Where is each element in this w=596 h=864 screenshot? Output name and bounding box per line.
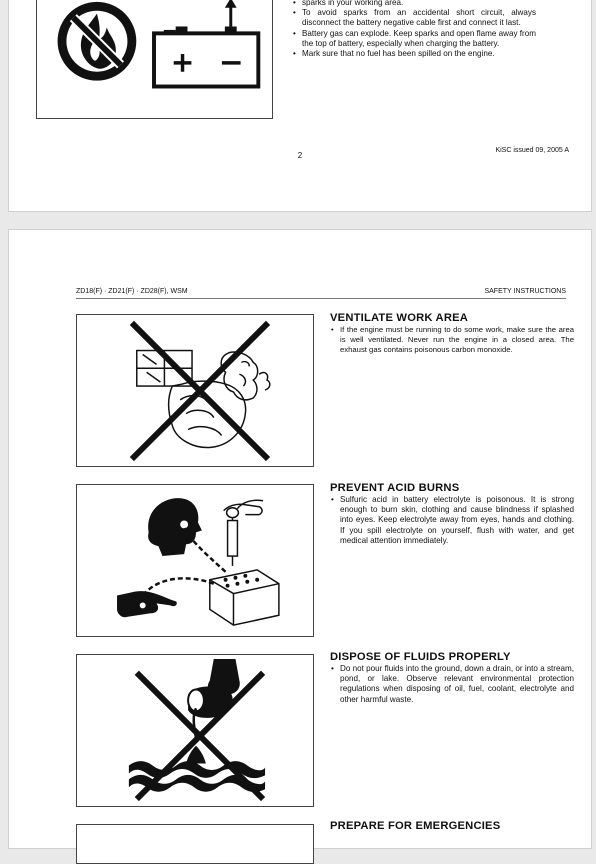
section-bullets — [330, 664, 574, 705]
bullet-battery-gas: • Battery gas can explode. Keep sparks and open flame away from the top of battery, especially when charging the battery. — [292, 29, 536, 49]
no-flame-battery-illustration — [37, 0, 272, 118]
section-dispose-fluids — [330, 651, 574, 705]
manual-page-top — [8, 0, 592, 212]
section-bullets — [330, 495, 574, 546]
acid-burns-illustration — [77, 485, 313, 636]
page-header — [76, 288, 566, 299]
bullet-text: • Do not pour fluids into the ground, down a drain, or into a stream, pond, or lake. Observe relevant environmental protection regulations when disposing of oil, fuel, coolant, electrolyte and other harmful waste. — [330, 664, 574, 705]
issue-note: KiSC issued 09, 2005 A — [495, 147, 569, 154]
no-flame-battery-figure — [36, 0, 273, 119]
section-title: PREPARE FOR EMERGENCIES — [330, 820, 501, 832]
ventilate-illustration — [77, 315, 313, 466]
dispose-fluids-illustration — [77, 655, 313, 806]
bullet-text: • If the engine must be running to do some work, make sure the area is well ventilated. Never run the engine in a closed area. The exhaust gas contains poisonous carbon monoxide. — [330, 325, 574, 356]
bullet-disconnect-negative: • To avoid sparks from an accidental short circuit, always disconnect the battery negative cable first and connect it last. — [292, 8, 536, 28]
battery-icon — [154, 0, 258, 87]
bullet-no-fuel-spill: • Mark sure that no fuel has been spilled on the engine. — [292, 49, 536, 59]
page-number: 2 — [297, 151, 303, 160]
section-title: PREVENT ACID BURNS — [330, 482, 460, 494]
emergencies-figure — [76, 824, 314, 864]
manual-page-bottom — [8, 229, 592, 849]
battery-safety-bullets — [292, 0, 536, 59]
section-emergencies — [330, 820, 574, 832]
no-flame-icon — [58, 2, 137, 81]
model-header: ZD18(F) · ZD21(F) · ZD28(F), WSM — [76, 288, 188, 295]
dispose-fluids-figure — [76, 654, 314, 807]
section-acid-burns — [330, 482, 574, 546]
ventilate-figure — [76, 314, 314, 467]
section-header: SAFETY INSTRUCTIONS — [484, 288, 566, 295]
acid-burns-figure — [76, 484, 314, 637]
section-title: DISPOSE OF FLUIDS PROPERLY — [330, 651, 511, 663]
bullet-sparks-cont: • sparks in your working area. — [292, 0, 536, 8]
section-title: VENTILATE WORK AREA — [330, 312, 469, 324]
section-bullets — [330, 325, 574, 356]
bullet-text: • Sulfuric acid in battery electrolyte is poisonous. It is strong enough to burn skin, clothing and cause blindness if splashed into eyes. Keep electrolyte away from eyes, hands and clothing. If you spill electrolyte on yourself, flush with water, and get medical attention immediately. — [330, 495, 574, 546]
section-ventilate — [330, 312, 574, 356]
